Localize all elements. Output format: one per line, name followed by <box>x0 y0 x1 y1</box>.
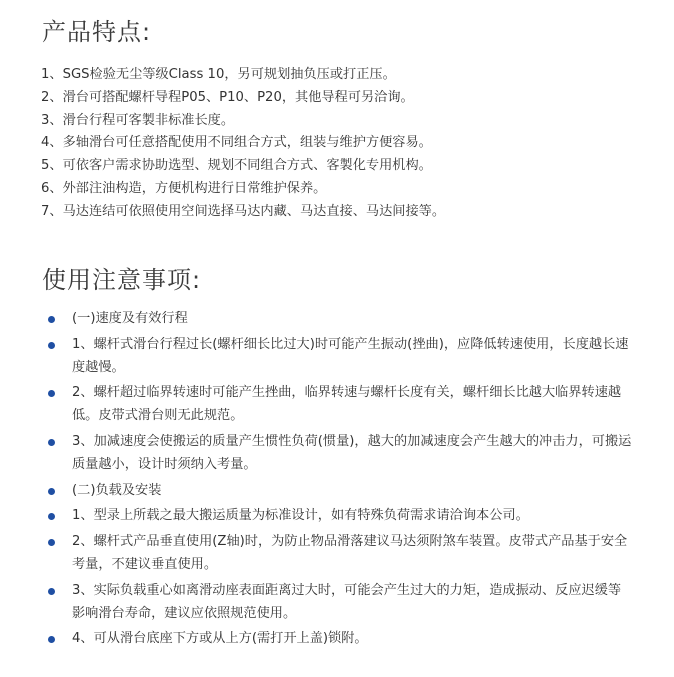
notes-list <box>0 308 674 651</box>
note-item <box>0 382 632 428</box>
bullet-dot-icon <box>48 316 55 323</box>
note-text: 1、螺杆式滑台行程过长(螺杆细长比过大)时可能产生振动(挫曲)，应降低转速使用，长度越长速度越慢。 <box>72 336 629 375</box>
note-text: 4、可从滑台底座下方或从上方(需打开上盖)锁附。 <box>72 631 368 647</box>
bullet-dot-icon <box>48 390 55 397</box>
note-item <box>0 480 632 503</box>
product-features-section <box>0 14 674 224</box>
note-text: (二)负载及安装 <box>72 482 162 498</box>
feature-item: 4、多轴滑台可任意搭配使用不同组合方式，组装与维护方便容易。 <box>41 135 432 151</box>
bullet-dot-icon <box>48 539 55 546</box>
note-text: 1、型录上所载之最大搬运质量为标准设计，如有特殊负荷需求请洽询本公司。 <box>72 508 529 524</box>
feature-item: 3、滑台行程可客製非标准长度。 <box>41 112 235 128</box>
note-item <box>0 628 632 651</box>
bullet-dot-icon <box>48 488 55 495</box>
usage-notes-section <box>0 262 674 654</box>
notes-heading: 使用注意事项: <box>42 266 202 294</box>
feature-item: 1、SGS检验无尘等级Class 10，另可规划抽负压或打正压。 <box>41 67 396 82</box>
note-text: 3、加减速度会使搬运的质量产生惯性负荷(惯量)，越大的加减速度会产生越大的冲击力，可搬运质量越小，设计时须纳入考量。 <box>72 433 632 472</box>
note-item <box>0 531 632 577</box>
note-item <box>0 505 632 528</box>
note-item <box>0 431 632 477</box>
note-item <box>0 580 632 626</box>
note-text: 2、螺杆式产品垂直使用(Z轴)时，为防止物品滑落建议马达须附煞车装置。皮带式产品基于安全考量，不建议垂直使用。 <box>72 534 628 572</box>
note-text: 3、实际负载重心如离滑动座表面距离过大时，可能会产生过大的力矩，造成振动、反应迟缓等影响滑台寿命，建议应依照规范使用。 <box>72 582 622 621</box>
feature-item: 5、可依客户需求协助选型、规划不同组合方式、客製化专用机构。 <box>41 158 432 174</box>
bullet-dot-icon <box>48 342 55 349</box>
note-text: 2、螺杆超过临界转速时可能产生挫曲，临界转速与螺杆长度有关，螺杆细长比越大临界转速越低。皮带式滑台则无此规范。 <box>72 385 622 424</box>
feature-item: 6、外部注油构造，方便机构进行日常维护保养。 <box>41 180 327 196</box>
note-item <box>0 308 632 331</box>
note-item <box>0 334 632 380</box>
feature-item: 2、滑台可搭配螺杆导程P05、P10、P20，其他导程可另洽询。 <box>41 89 414 105</box>
bullet-dot-icon <box>48 588 55 595</box>
feature-item: 7、马达连结可依照使用空间选择马达内藏、马达直接、马达间接等。 <box>41 203 446 219</box>
bullet-dot-icon <box>48 636 55 643</box>
bullet-dot-icon <box>48 513 55 520</box>
features-list <box>41 64 674 224</box>
bullet-dot-icon <box>48 439 55 446</box>
features-heading: 产品特点: <box>42 18 152 46</box>
note-text: (一)速度及有效行程 <box>72 311 188 326</box>
